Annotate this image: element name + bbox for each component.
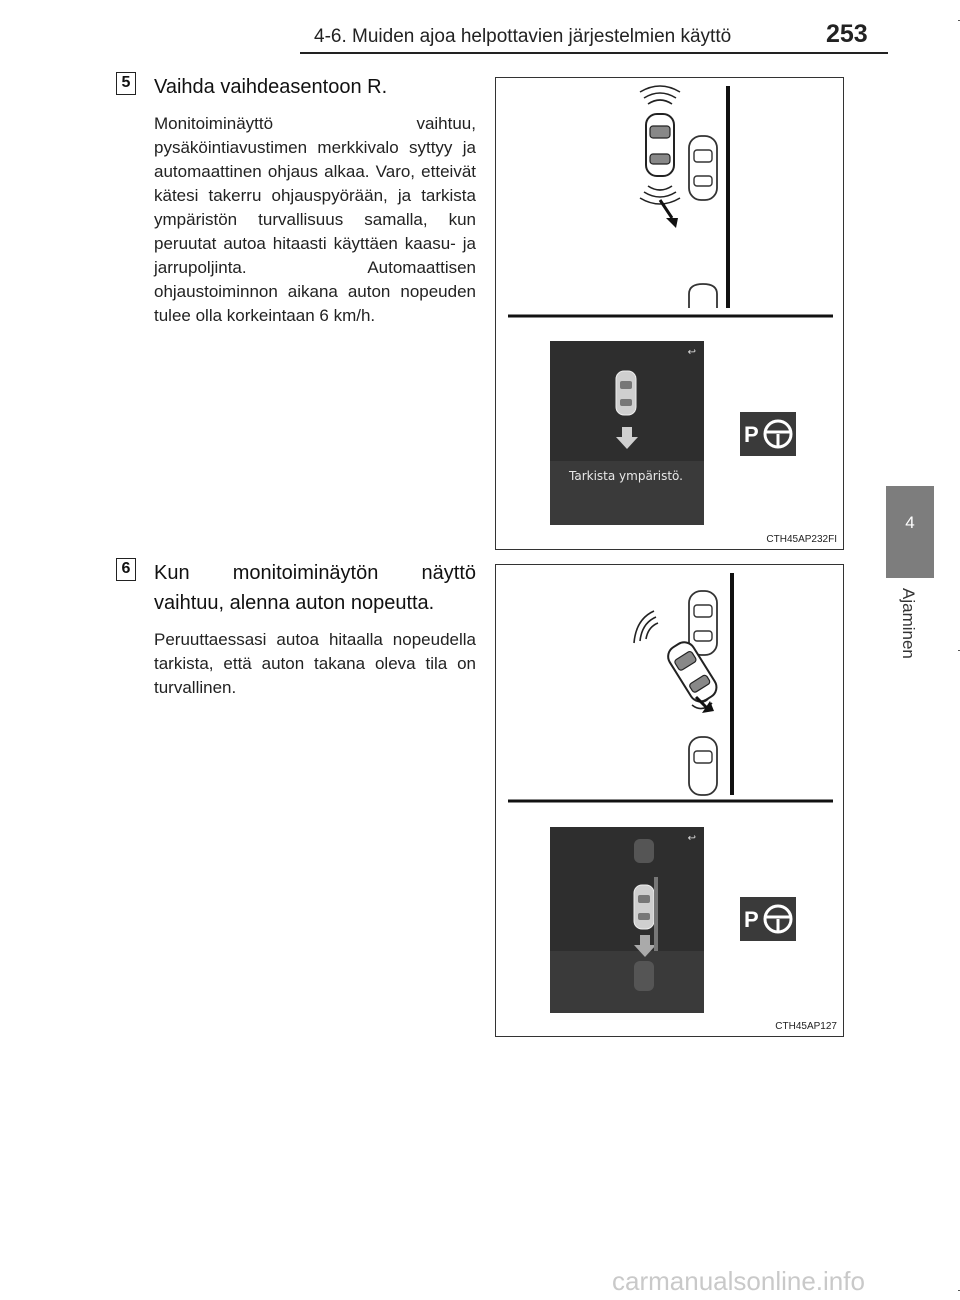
chapter-tab: 4 — [886, 486, 934, 578]
parked-car-icon — [689, 737, 717, 795]
svg-text:↩: ↩ — [687, 833, 696, 844]
watermark: carmanualsonline.info — [612, 1266, 865, 1296]
parked-car-icon — [689, 136, 717, 200]
parking-assist-indicator-icon — [740, 897, 796, 941]
svg-text:P: P — [744, 422, 759, 447]
step-6 — [116, 558, 476, 700]
step-title: Vaihda vaihdeasentoon R. — [154, 76, 388, 98]
page-number: 253 — [826, 20, 868, 48]
parking-diagram-2 — [496, 565, 844, 1037]
header-rule — [300, 52, 888, 54]
chapter-name: Ajaminen — [899, 588, 918, 659]
svg-text:↩: ↩ — [687, 347, 696, 358]
step-body: Monitoiminäyttö vaihtuu, pysäköintiavustimen merkkivalo syttyy ja automaattinen ohjaus alkaa. Varo, etteivät kätesi takerru ohjauspyörään, ja tarkista ympäristön turvallisuus samalla, kun peruutat autoa hitaasti käyttäen kaasu- ja jarrupoljinta. Automaattisen ohjaustoiminnon aikana auton nopeuden tulee olla korkeintaan 6 km/h. — [154, 114, 476, 325]
figure-reverse-start — [495, 77, 844, 550]
parked-car-icon — [689, 284, 717, 308]
step-number-badge: 6 — [116, 558, 136, 581]
running-header-title: 4-6. Muiden ajoa helpottavien järjestelmien käyttö — [314, 26, 732, 47]
screen-message: Tarkista ympäristö. — [569, 469, 683, 483]
step-number-badge: 5 — [116, 72, 136, 95]
multi-display-screen — [550, 341, 704, 525]
figure-code: CTH45AP232FI — [766, 534, 837, 545]
svg-text:P: P — [744, 907, 759, 932]
figure-slow-down — [495, 564, 844, 1037]
step-title: Kun monitoiminäytön näyttö vaihtuu, alenna auton nopeutta. — [154, 562, 476, 614]
reverse-direction-arrow-icon — [660, 200, 678, 228]
multi-display-screen — [550, 827, 704, 1013]
own-car-icon — [646, 114, 674, 176]
step-5 — [116, 72, 476, 328]
parking-assist-indicator-icon — [740, 412, 796, 456]
figure-code: CTH45AP127 — [775, 1021, 837, 1032]
step-body: Peruuttaessasi autoa hitaalla nopeudella tarkista, että auton takana oleva tila on turvallinen. — [154, 630, 476, 697]
